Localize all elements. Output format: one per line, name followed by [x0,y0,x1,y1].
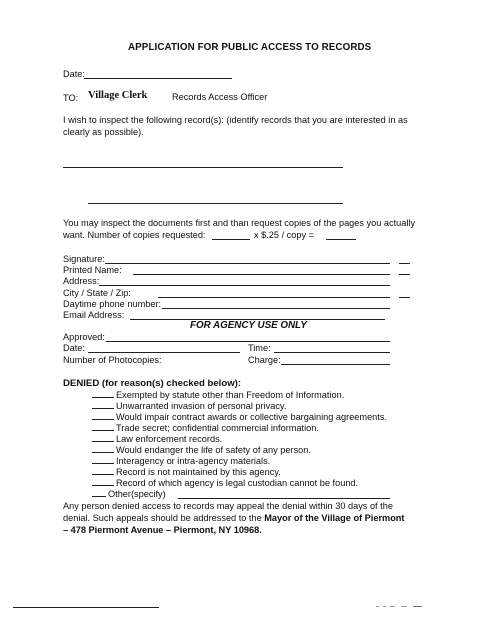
footer-mark [376,606,379,607]
address-field[interactable] [99,285,390,286]
copies-total-field[interactable] [326,239,356,240]
denied-reason[interactable]: Unwarranted invasion of personal privacy. [92,401,286,411]
recipient-title: Records Access Officer [172,92,268,102]
time-field[interactable] [274,352,390,353]
checkbox-blank[interactable] [92,489,106,497]
checkbox-blank[interactable] [92,467,114,475]
time-label: Time: [248,343,271,353]
checkbox-blank[interactable] [92,401,114,409]
other-specify-field[interactable] [178,498,390,499]
appeal-text-line2: denial. Such appeals should be addressed to the Mayor of the Village of Piermont [63,513,405,523]
page-title: APPLICATION FOR PUBLIC ACCESS TO RECORDS [128,42,372,53]
appeal-text-line1: Any person denied access to records may appeal the denial within 30 days of the [63,501,393,511]
address-label: Address: [63,276,100,286]
printed-name-field-end [399,274,410,275]
denied-reason[interactable]: Would endanger the life of safety of any person. [92,445,311,455]
charge-field[interactable] [281,364,390,365]
denied-reason[interactable]: Record is not maintained by this agency. [92,467,281,477]
checkbox-blank[interactable] [92,456,114,464]
denied-reason-other[interactable]: Other(specify) [92,489,166,499]
denied-reason[interactable]: Exempted by statute other than Freedom of Information. [92,390,344,400]
footer-rule [13,607,159,608]
denied-heading: DENIED (for reason(s) checked below): [63,378,242,389]
city-state-zip-label: City / State / Zip: [63,288,131,298]
city-state-zip-field-end [399,297,410,298]
signature-field[interactable] [105,263,390,264]
checkbox-blank[interactable] [92,390,114,398]
checkbox-blank[interactable] [92,434,114,442]
approved-label: Approved: [63,332,105,342]
copies-text-b: x $.25 / copy = [254,230,315,240]
phone-label: Daytime phone number: [63,299,162,309]
checkbox-blank[interactable] [92,423,114,431]
recipient-name: Village Clerk [88,90,148,101]
copies-text-a: want. Number of copies requested: [63,230,206,240]
copies-text-line1: You may inspect the documents first and than request copies of the pages you actually [63,218,416,228]
photocopies-label: Number of Photocopies: [63,355,162,365]
request-text-line2: clearly as possible). [63,127,144,137]
phone-field[interactable] [162,308,390,309]
denied-reason[interactable]: Would impair contract awards or collective bargaining agreements. [92,412,387,422]
checkbox-blank[interactable] [92,412,114,420]
approved-field[interactable] [106,341,390,342]
printed-name-field[interactable] [133,274,390,275]
date-field[interactable] [84,78,232,79]
footer-mark [413,606,422,607]
denied-reason[interactable]: Trade secret; confidential commercial information. [92,423,319,433]
charge-label: Charge: [248,355,281,365]
denied-reason[interactable]: Record of which agency is legal custodian cannot be found. [92,478,358,488]
agency-date-label: Date: [63,343,85,353]
email-label: Email Address: [63,310,125,320]
footer-mark [390,606,395,607]
agency-date-field[interactable] [88,352,240,353]
to-label: TO: [63,93,79,103]
footer-mark [401,606,407,607]
record-request-line-2[interactable] [88,203,343,204]
footer-mark [383,606,386,607]
checkbox-blank[interactable] [92,445,114,453]
denied-reason[interactable]: Law enforcement records. [92,434,222,444]
city-state-zip-field[interactable] [158,297,390,298]
record-request-line-1[interactable] [63,167,343,168]
signature-label: Signature: [63,254,105,264]
appeal-addressee: Mayor of the Village of Piermont [264,513,405,523]
agency-use-heading: FOR AGENCY USE ONLY [190,320,307,331]
request-text-line1: I wish to inspect the following record(s): (identify records that you are interested in as [63,115,408,125]
printed-name-label: Printed Name: [63,265,122,275]
signature-field-end [399,263,410,264]
copies-count-field[interactable] [212,239,250,240]
checkbox-blank[interactable] [92,478,114,486]
appeal-address: – 478 Piermont Avenue – Piermont, NY 10968. [63,525,262,535]
date-label: Date: [63,69,85,79]
denied-reason[interactable]: Interagency or intra-agency materials. [92,456,270,466]
